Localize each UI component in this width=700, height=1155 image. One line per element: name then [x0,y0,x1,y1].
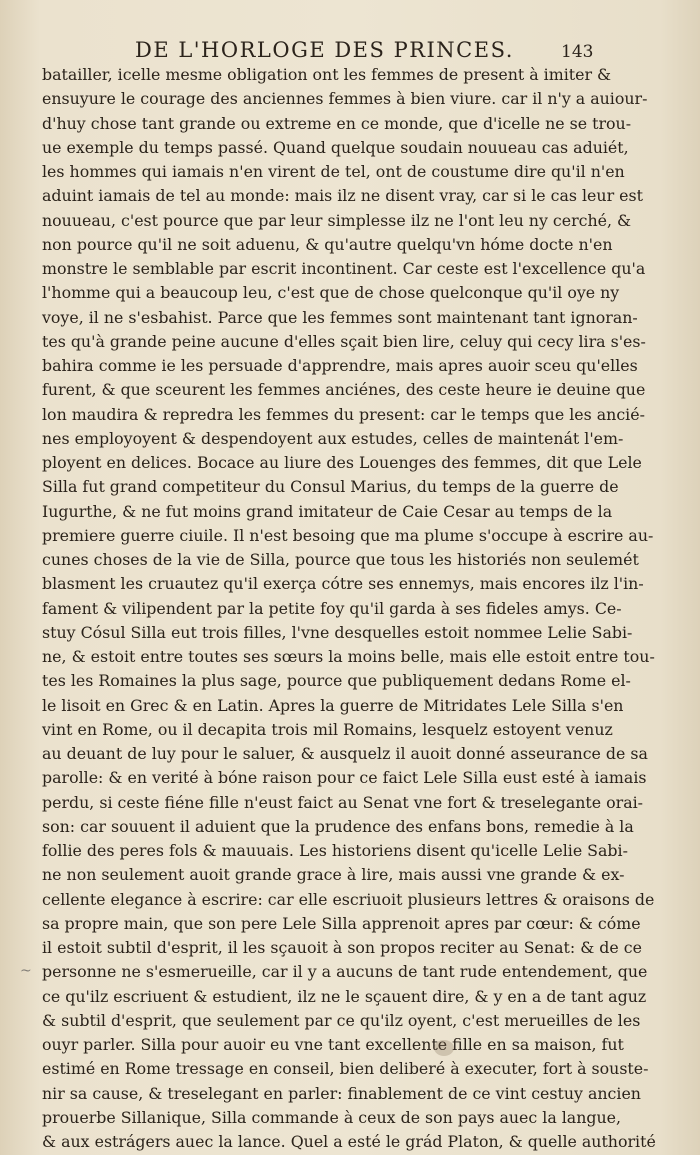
text-line: cunes choses de la vie de Silla, pource que tous les historiés non seulemét [42,550,639,569]
text-line: son: car souuent il aduient que la prudence des enfans bons, remedie à la [42,816,634,836]
text-line: batailler, icelle mesme obligation ont les femmes de present à imiter & [42,65,612,84]
text-line: le lisoit en Grec & en Latin. Apres la guerre de Mitridates Lele Silla s'en [42,695,624,715]
page-number: 143 [561,42,594,62]
paper-stain [434,1040,454,1056]
text-line: personne ne s'esmerueille, car il y a aucuns de tant rude entendement, que [42,962,648,982]
text-line: parolle: & en verité à bóne raison pour ce faict Lele Silla eust esté à iamais [42,768,647,788]
text-line: voye, il ne s'esbahist. Parce que les femmes sont maintenant tant ignoran- [42,307,638,327]
text-line: nir sa cause, & treselegant en parler: finablement de ce vint cestuy ancien [42,1083,641,1103]
text-line: il estoit subtil d'esprit, il les sçauoit à son propos reciter au Senat: & de ce [42,938,642,957]
text-line: ployent en delices. Bocace au liure des Louenges des femmes, dit que Lele [42,453,642,472]
text-line: lon maudira & repredra les femmes du present: car le temps que les ancié- [42,404,645,424]
text-line: nes employoyent & despendoyent aux estudes, celles de maintenát l'em- [42,428,624,448]
text-line: Silla fut grand competiteur du Consul Marius, du temps de la guerre de [42,477,619,497]
text-line: les hommes qui iamais n'en virent de tel, ont de coustume dire qu'il n'en [42,162,625,181]
text-line: monstre le semblable par escrit incontinent. Car ceste est l'excellence qu'a [42,259,646,278]
text-line: tes les Romaines la plus sage, pource que publiquement dedans Rome el- [42,671,631,691]
text-line: ue exemple du temps passé. Quand quelque soudain nouueau cas aduiét, [42,137,629,157]
text-line: premiere guerre ciuile. Il n'est besoing que ma plume s'occupe à escrire au- [42,525,654,545]
text-line: perdu, si ceste fiéne fille n'eust faict au Senat vne fort & treselegante orai- [42,792,643,812]
text-line: sa propre main, que son pere Lele Silla apprenoit apres par cœur: & cóme [42,913,641,933]
text-line: & aux estrágers auec la lance. Quel a esté le grád Platon, & quelle authorité [42,1132,656,1151]
text-line: non pource qu'il ne soit aduenu, & qu'autre quelqu'vn hóme docte n'en [42,234,613,254]
text-line: Iugurthe, & ne fut moins grand imitateur de Caie Cesar au temps de la [42,501,613,521]
text-line: estimé en Rome tressage en conseil, bien deliberé à executer, fort à souste- [42,1059,649,1079]
text-line: prouerbe Sillanique, Silla commande à ceux de son pays auec la langue, [42,1107,622,1127]
text-line: cellente elegance à escrire: car elle escriuoit plusieurs lettres & oraisons de [42,889,655,909]
text-line: fament & vilipendent par la petite foy qu'il garda à ses fideles amys. Ce- [42,598,622,618]
text-line: d'huy chose tant grande ou extreme en ce monde, que d'icelle ne se trou- [42,113,632,133]
margin-mark: ~ [20,963,32,979]
body-text [42,63,656,1154]
text-line: furent, & que sceurent les femmes anciénes, des ceste heure ie deuine que [42,380,646,400]
text-line: bahira comme ie les persuade d'apprendre, mais apres auoir sceu qu'elles [42,356,638,375]
text-line: ouyr parler. Silla pour auoir eu vne tant excellente fille en sa maison, fut [42,1035,624,1054]
text-line: ce qu'ilz escriuent & estudient, ilz ne le sçauent dire, & y en a de tant aguz [42,986,647,1006]
running-head: DE L'HORLOGE DES PRINCES. [135,38,514,62]
text-line: nouueau, c'est pource que par leur simplesse ilz ne l'ont leu ny cerché, & [42,210,632,230]
text-line: ensuyure le courage des anciennes femmes à bien viure. car il n'y a auiour- [42,89,648,109]
text-line: au deuant de luy pour le saluer, & ausquelz il auoit donné asseurance de sa [42,744,648,763]
text-line: ne, & estoit entre toutes ses sœurs la moins belle, mais elle estoit entre tou- [42,647,655,666]
text-line: aduint iamais de tel au monde: mais ilz ne disent vray, car si le cas leur est [42,186,643,206]
text-line: tes qu'à grande peine aucune d'elles sçait bien lire, celuy qui cecy lira s'es- [42,331,646,351]
text-line: & subtil d'esprit, que seulement par ce qu'ilz oyent, c'est merueilles de les [42,1010,641,1030]
text-line: stuy Cósul Silla eut trois filles, l'vne desquelles estoit nommee Lelie Sabi- [42,622,633,642]
text-line: ne non seulement auoit grande grace à lire, mais aussi vne grande & ex- [42,865,625,885]
text-line: l'homme qui a beaucoup leu, c'est que de chose quelconque qu'il oye ny [42,283,620,303]
text-line: blasment les cruautez qu'il exerça cótre ses ennemys, mais encores ilz l'in- [42,574,644,594]
text-line: vint en Rome, ou il decapita trois mil Romains, lesquelz estoyent venuz [42,719,613,739]
text-line: follie des peres fols & mauuais. Les historiens disent qu'icelle Lelie Sabi- [42,841,628,860]
